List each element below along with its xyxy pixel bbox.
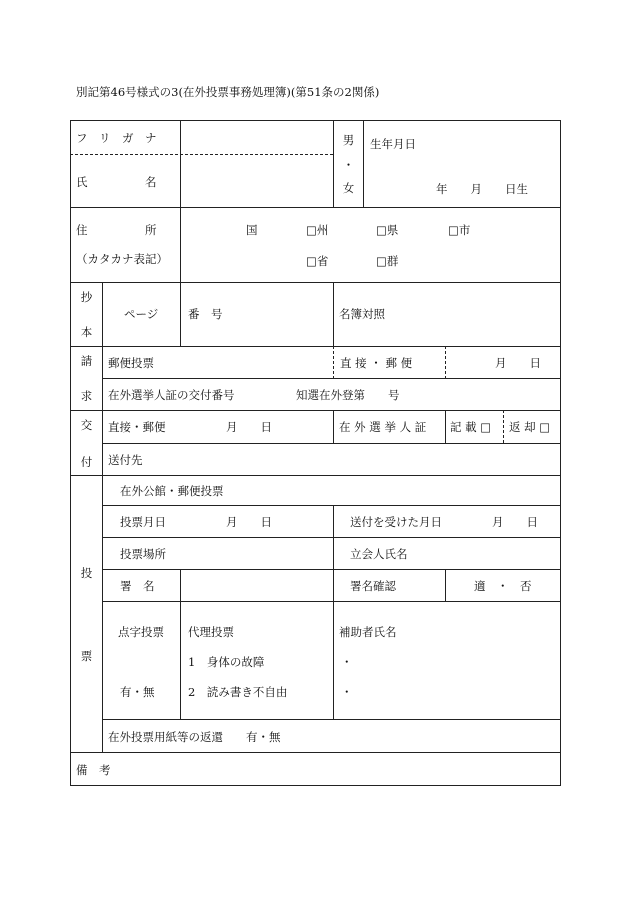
extract-label-bottom: 本 — [80, 325, 93, 339]
sex-male: 男 — [342, 133, 355, 147]
roll-check-label: 名簿対照 — [339, 307, 385, 321]
vote-date: 月 日 — [226, 515, 272, 529]
destination-label: 送付先 — [108, 453, 143, 467]
embassy-postal-vote-label: 在外公館・郵便投票 — [120, 484, 224, 498]
received-date-label: 送付を受けた月日 — [350, 515, 442, 529]
ballot-return-label: 在外投票用紙等の返還 有・無 — [108, 730, 281, 744]
signature-label: 署 名 — [120, 579, 155, 593]
extract-number-label: 番 号 — [188, 307, 223, 321]
proxy-reason-physical: 1 身体の故障 — [188, 655, 265, 669]
assistant-bullet-2: ・ — [341, 685, 353, 699]
registration-number-label: 知選在外登第 号 — [296, 388, 400, 402]
extract-page-label: ページ — [124, 307, 159, 321]
proxy-reason-literacy: 2 読み書き不自由 — [188, 685, 288, 699]
received-date: 月 日 — [492, 515, 538, 529]
extract-label-top: 抄 — [80, 290, 93, 304]
sex-separator: ・ — [342, 158, 355, 172]
assistant-bullet-1: ・ — [341, 655, 353, 669]
vote-label-bottom: 票 — [80, 649, 93, 663]
address-province: □省 — [306, 254, 329, 268]
braille-vote-label: 点字投票 — [118, 625, 164, 639]
issue-method: 直接・郵便 — [108, 420, 166, 434]
issue-label-top: 交 — [80, 418, 93, 432]
braille-vote-value: 有・無 — [120, 685, 155, 699]
birth-date-field: 年 月 日生 — [436, 182, 528, 196]
address-state: □州 — [306, 223, 329, 237]
vote-place-label: 投票場所 — [120, 547, 166, 561]
furigana-label: フ リ ガ ナ — [76, 131, 157, 145]
vote-date-label: 投票月日 — [120, 515, 166, 529]
postal-vote-label: 郵便投票 — [108, 356, 154, 370]
address-county: □群 — [376, 254, 399, 268]
signature-check-label: 署名確認 — [350, 579, 396, 593]
proxy-vote-label: 代理投票 — [188, 625, 234, 639]
birth-date-label: 生年月日 — [370, 137, 416, 151]
witness-name-label: 立会人氏名 — [350, 547, 408, 561]
address-prefecture: □県 — [376, 223, 399, 237]
request-label-bottom: 求 — [80, 389, 93, 403]
address-city: □市 — [448, 223, 471, 237]
address-country: 国 — [246, 223, 258, 237]
form-title: 別記第46号様式の3(在外投票事務処理簿)(第51条の2関係) — [76, 85, 380, 99]
remarks-label: 備 考 — [76, 763, 111, 777]
overseas-voter-certificate-label: 在 外 選 挙 人 証 — [339, 420, 427, 434]
request-label-top: 請 — [80, 354, 93, 368]
address-label: 住 所 — [76, 223, 157, 237]
sex-female: 女 — [342, 181, 355, 195]
certificate-issue-number-label: 在外選挙人証の交付番号 — [108, 388, 235, 402]
certificate-entry-checkbox[interactable]: 記 載 □ — [450, 420, 492, 434]
name-label: 氏 名 — [76, 175, 157, 189]
address-katakana-note: （カタカナ表記） — [76, 252, 168, 266]
certificate-return-checkbox[interactable]: 返 却 □ — [509, 420, 551, 434]
request-method: 直 接 ・ 郵 便 — [340, 356, 413, 370]
assistant-name-label: 補助者氏名 — [339, 625, 397, 639]
vote-label-top: 投 — [80, 566, 93, 580]
issue-date: 月 日 — [226, 420, 272, 434]
signature-valid-invalid: 適 ・ 否 — [474, 579, 532, 593]
request-date: 月 日 — [495, 356, 541, 370]
issue-label-bottom: 付 — [80, 455, 93, 469]
